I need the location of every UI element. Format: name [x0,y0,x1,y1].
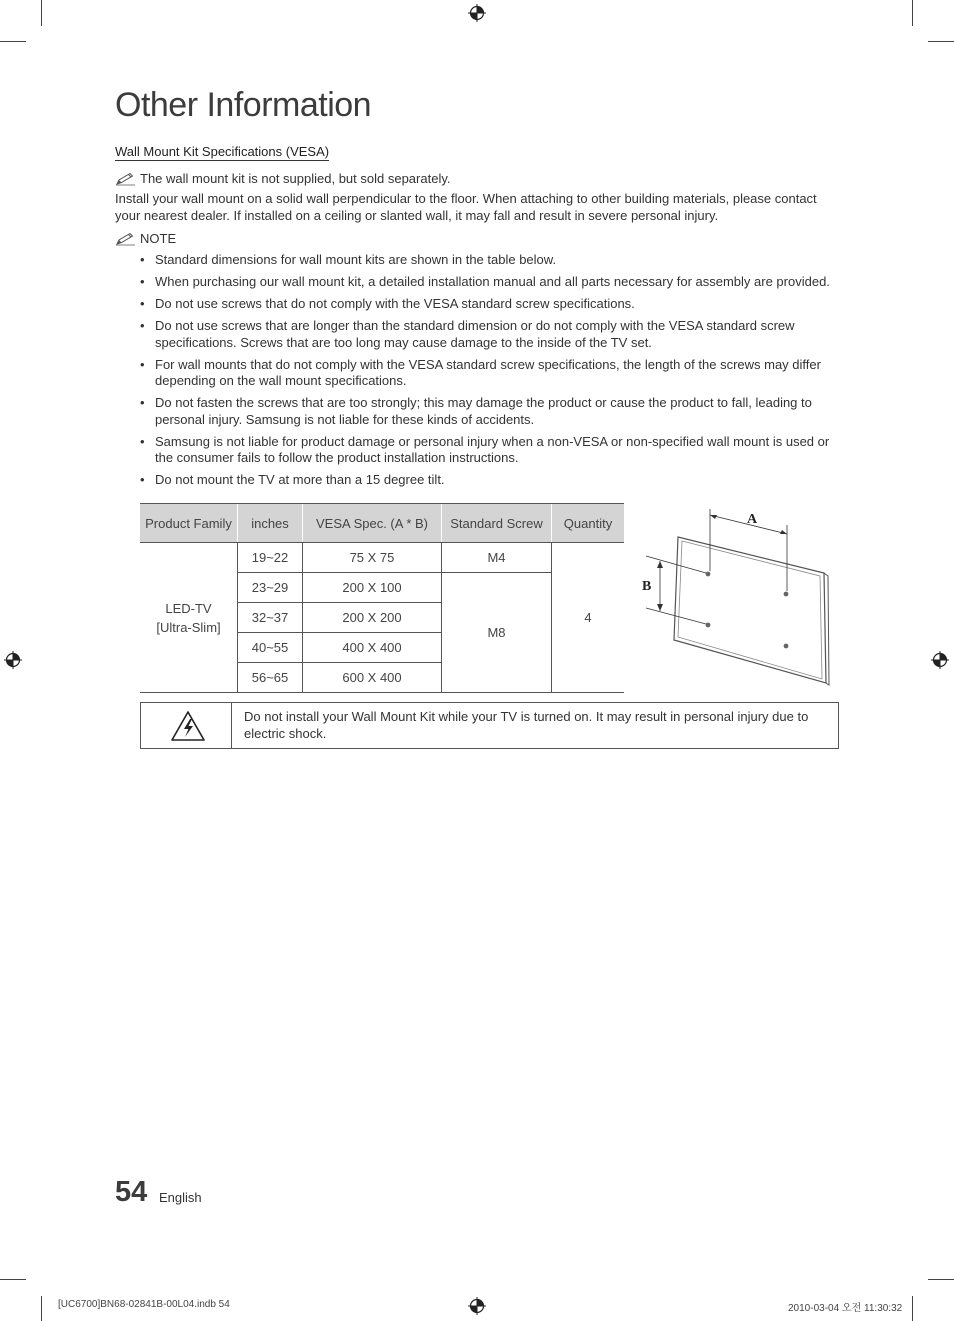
registration-mark-icon [931,651,949,669]
vesa-cell: 600 X 400 [303,663,442,693]
inches-cell: 32~37 [238,603,303,633]
table-row [140,543,624,573]
file-info: [UC6700]BN68-02841B-00L04.indb 54 [58,1299,230,1310]
vesa-cell: 200 X 100 [303,573,442,603]
dimension-b-label: B [642,579,652,594]
vesa-spec-table [140,503,624,693]
screw-cell: M8 [442,573,552,693]
section-heading: Wall Mount Kit Specifications (VESA) [115,144,330,159]
vesa-cell: 75 X 75 [303,543,442,573]
mount-hole [784,592,789,597]
not-supplied-note [115,171,450,186]
list-item: • Standard dimensions for wall mount kits are shown in the table below. [140,252,840,269]
install-line: your nearest dealer. If installed on a ceiling or slanted wall, it may fall and result in severe personal injury. [115,208,719,223]
page-language: English [159,1190,202,1205]
family-line: LED-TV [165,600,212,616]
registration-mark-icon [468,1297,486,1315]
note-label: NOTE [140,231,177,246]
crop-mark [912,1296,913,1321]
dimension-a-label: A [747,512,758,527]
product-family-cell [140,543,238,693]
crop-mark [0,41,26,42]
crop-mark [41,1296,42,1321]
inches-cell: 19~22 [238,543,303,573]
vesa-cell: 400 X 400 [303,633,442,663]
warning-box [140,702,839,749]
list-item: • For wall mounts that do not comply with the VESA standard screw specifications, the length of the screws may differ depending on the wall mount specifications. [140,357,840,390]
page-number: 54 [115,1176,148,1208]
install-paragraph [115,190,835,224]
warning-icon-cell [141,703,232,748]
crop-mark [41,0,42,26]
not-supplied-text: The wall mount kit is not supplied, but sold separately. [140,171,451,186]
family-line: [Ultra-Slim] [156,619,221,635]
column-header: inches [238,504,303,543]
pencil-icon [115,232,137,246]
page-title: Other Information [115,86,372,124]
inches-cell: 40~55 [238,633,303,663]
note-heading [115,231,176,246]
list-item: • Do not use screws that are longer than the standard dimension or do not comply with the VESA standard screw specifications. Screws that are too long may cause damage to the inside of the TV set. [140,318,840,351]
column-header: Quantity [552,504,625,543]
print-timestamp: 2010-03-04 오전 11:30:32 [788,1303,903,1314]
mount-hole [784,644,789,649]
table-header-row [140,504,624,543]
list-item: • Do not fasten the screws that are too strongly; this may damage the product or cause the product to fall, leading to personal injury. Samsung is not liable for these kinds of accidents. [140,395,840,428]
tv-mount-diagram [636,503,836,688]
registration-mark-icon [4,651,22,669]
vesa-cell: 200 X 200 [303,603,442,633]
mount-hole [706,623,711,628]
tv-panel [674,537,829,685]
column-header: Standard Screw [442,504,552,543]
list-item: • Do not use screws that do not comply with the VESA standard screw specifications. [140,296,840,313]
list-item: • Do not mount the TV at more than a 15 degree tilt. [140,472,840,489]
electric-shock-warning-icon [170,710,206,742]
note-list [140,252,840,494]
quantity-cell: 4 [552,543,625,693]
pencil-icon [115,172,137,186]
column-header: Product Family [140,504,238,543]
list-item: • When purchasing our wall mount kit, a detailed installation manual and all parts necessary for assembly are provided. [140,274,840,291]
warning-text: Do not install your Wall Mount Kit while your TV is turned on. It may result in personal injury due to electric shock. [244,709,809,741]
install-line: Install your wall mount on a solid wall perpendicular to the floor. When attaching to other building materials, please contact [115,191,817,206]
screw-cell: M4 [442,543,552,573]
column-header: VESA Spec. (A * B) [303,504,442,543]
crop-mark [912,0,913,26]
crop-mark [0,1279,26,1280]
inches-cell: 56~65 [238,663,303,693]
crop-mark [928,1279,954,1280]
registration-mark-icon [468,4,486,22]
mount-hole [706,572,711,577]
crop-mark [928,41,954,42]
inches-cell: 23~29 [238,573,303,603]
list-item: • Samsung is not liable for product damage or personal injury when a non-VESA or non-specified wall mount is used or the consumer fails to follow the product installation instructions. [140,434,840,467]
